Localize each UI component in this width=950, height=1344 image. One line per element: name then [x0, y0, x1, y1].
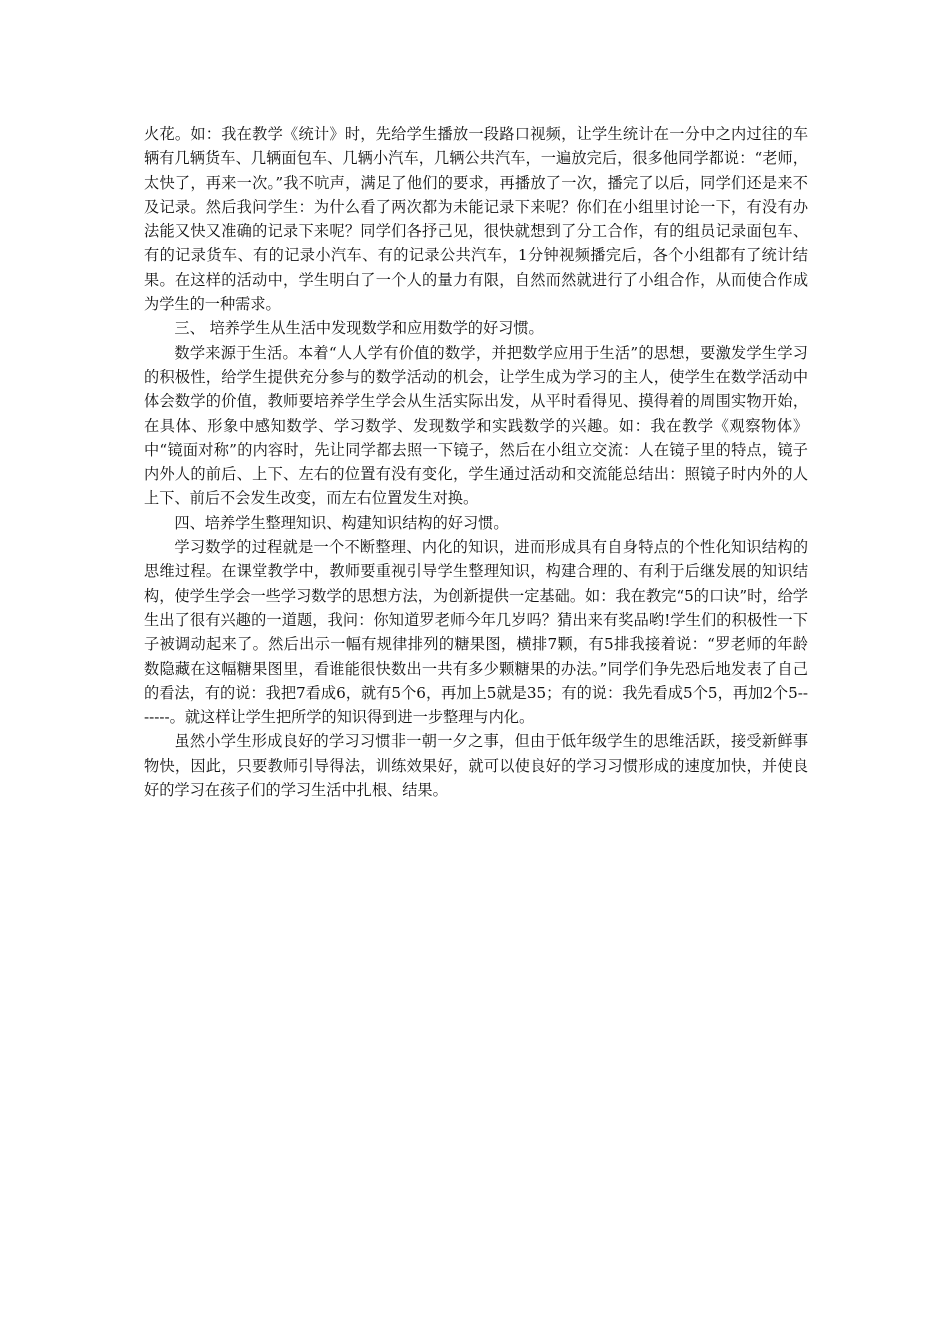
section-heading-3: 三、 培养学生从生活中发现数学和应用数学的好习惯。: [174, 319, 544, 338]
section-heading-4: 四、培养学生整理知识、构建知识结构的好习惯。: [174, 513, 509, 532]
document-body: [144, 122, 808, 802]
paragraph-section-3: 数学来源于生活。本着“人人学有价值的数学，并把数学应用于生活”的思想，要激发学生学习的积极性，给学生提供充分参与的数学活动的机会，让学生成为学习的主人，使学生在数学活动中体会数学的价值，教师要培养学生学会从生活实际出发，从平时看得见、摸得着的周围实物开始，在具体、形象中感知数学、学习数学、发现数学和实践数学的兴趣。如：我在教学《观察物体》中“镜面对称”的内容时，先让同学都去照一下镜子，然后在小组立交流：人在镜子里的特点，镜子内外人的前后、上下、左右的位置有没有变化，学生通过活动和交流能总结出：照镜子时内外的人上下、前后不会发生改变，而左右位置发生对换。: [144, 343, 808, 508]
paragraph-conclusion: 虽然小学生形成良好的学习习惯非一朝一夕之事，但由于低年级学生的思维活跃，接受新鲜事物快，因此，只要教师引导得法，训练效果好，就可以使良好的学习习惯形成的速度加快，并使良好的学习在孩子们的学习生活中扎根、结果。: [144, 732, 808, 800]
paragraph-section-4: 学习数学的过程就是一个不断整理、内化的知识，进而形成具有自身特点的个性化知识结构的思维过程。在课堂教学中，教师要重视引导学生整理知识，构建合理的、有利于后继发展的知识结构，使学生学会一些学习数学的思想方法，为创新提供一定基础。如：我在教完“5的口诀”时，给学生出了很有兴趣的一道题，我问：你知道罗老师今年几岁吗？猜出来有奖品哟!学生们的积极性一下子被调动起来了。然后出示一幅有规律排列的糖果图，横排7颗，有5排我接着说：“罗老师的年龄数隐藏在这幅糖果图里，看谁能很快数出一共有多少颗糖果的办法。”同学们争先恐后地发表了自己的看法，有的说：我把7看成6，就有5个6，再加上5就是35；有的说：我先看成5个5，再加2个5-------。就这样让学生把所学的知识得到进一步整理与内化。: [144, 538, 808, 727]
paragraph-continuation: 火花。如：我在教学《统计》时，先给学生播放一段路口视频，让学生统计在一分中之内过往的车辆有几辆货车、几辆面包车、几辆小汽车，几辆公共汽车，一遍放完后，很多他同学都说：“老师，太快了，再来一次。”我不吭声，满足了他们的要求，再播放了一次，播完了以后，同学们还是来不及记录。然后我问学生：为什么看了两次都为未能记录下来呢？你们在小组里讨论一下，有没有办法能又快又准确的记录下来呢？同学们各抒己见，很快就想到了分工合作，有的组员记录面包车、有的记录货车、有的记录小汽车、有的记录公共汽车，1分钟视频播完后，各个小组都有了统计结果。在这样的活动中，学生明白了一个人的量力有限，自然而然就进行了小组合作，从而使合作成为学生的一种需求。: [144, 125, 808, 314]
